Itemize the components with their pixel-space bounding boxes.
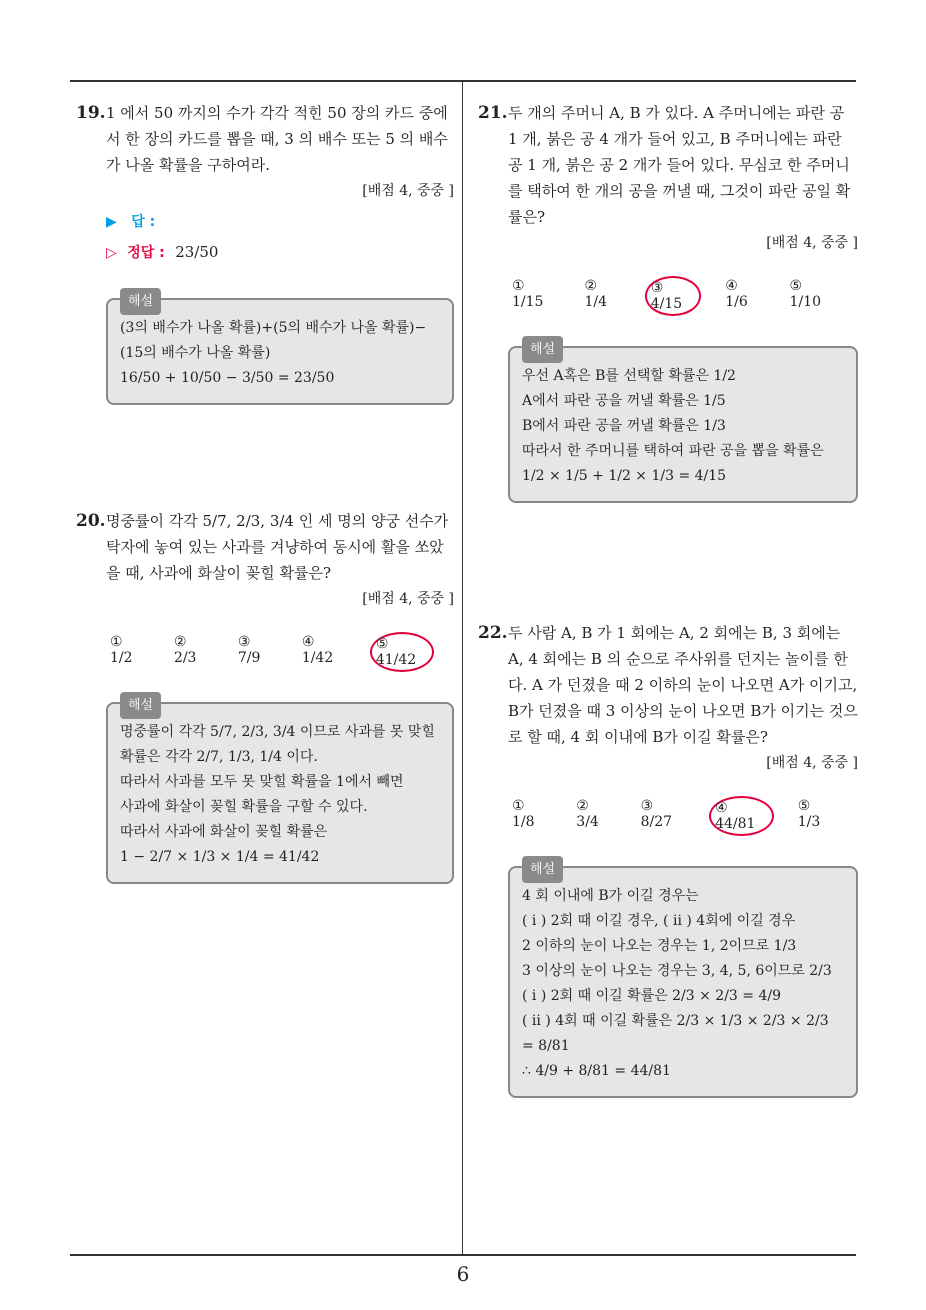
question-21 [478, 100, 858, 256]
question-number: 20. [76, 511, 106, 531]
question-number: 21. [478, 103, 508, 123]
solution-line: B에서 파란 공을 꺼낼 확률은 1/3 [522, 418, 726, 434]
score-meta: [배점 4, 중중 ] [362, 591, 454, 607]
answer-line [76, 210, 454, 234]
correct-label: 정답 : [127, 245, 165, 261]
choice-1[interactable]: ① 1/8 [512, 798, 535, 830]
solution-line: (15의 배수가 나올 확률) [120, 345, 271, 361]
question-text: 명중률이 각각 5/7, 2/3, 3/4 인 세 명의 양궁 선수가 탁자에 놓여 있는 사과를 겨냥하여 동시에 활을 쏘았을 때, 사과에 화살이 꽂힐 확률은? [106, 512, 449, 582]
solution-box-19 [106, 294, 454, 405]
score-meta: [배점 4, 중중 ] [766, 235, 858, 251]
choice-3-marked[interactable]: ③ 4/15 [645, 276, 701, 316]
problem-20 [76, 508, 454, 865]
choice-5-marked[interactable]: ⑤ 41/42 [370, 632, 434, 672]
question-text: 두 사람 A, B 가 1 회에는 A, 2 회에는 B, 3 회에는 A, 4 회에는 B 의 순으로 주사위를 던지는 놀이를 한다. A 가 던졌을 때 2 이하의 눈이 나오면 A가 이기고, B가 던졌을 때 3 이상의 눈이 나오면 B가 이기는 것으로 할 때, 4 회 이내에 B가 이길 확률은? [508, 624, 858, 746]
column-divider [462, 80, 463, 1256]
solution-line: 1 − 2/7 × 1/3 × 1/4 = 41/42 [120, 849, 320, 865]
page-number: 6 [456, 1262, 470, 1286]
bottom-rule [70, 1254, 856, 1256]
question-number: 19. [76, 103, 106, 123]
question-text: 두 개의 주머니 A, B 가 있다. A 주머니에는 파란 공 1 개, 붉은 공 4 개가 들어 있고, B 주머니에는 파란 공 1 개, 붉은 공 2 개가 들어 있다. 무심코 한 주머니를 택하여 한 개의 공을 꺼낼 때, 그것이 파란 공일 확률은? [508, 104, 851, 226]
choice-4[interactable]: ④ 1/6 [725, 278, 748, 310]
solution-line: ( i ) 2회 때 이길 경우, ( ii ) 4회에 이길 경우 [522, 913, 796, 929]
solution-line: ∴ 4/9 + 8/81 = 44/81 [522, 1063, 671, 1079]
choice-1[interactable]: ① 1/2 [110, 634, 133, 666]
solution-line: A에서 파란 공을 꺼낼 확률은 1/5 [522, 393, 726, 409]
choice-3[interactable]: ③ 8/27 [640, 798, 673, 830]
solution-line: 1/2 × 1/5 + 1/2 × 1/3 = 4/15 [522, 468, 727, 484]
play-triangle-icon: ▶ [106, 214, 117, 230]
choice-5[interactable]: ⑤ 1/3 [797, 798, 821, 830]
solution-line: (3의 배수가 나올 확률)+(5의 배수가 나올 확률)− [120, 320, 427, 336]
choice-list [478, 276, 858, 316]
choice-4[interactable]: ④ 1/42 [301, 634, 334, 666]
score-meta: [배점 4, 중중 ] [766, 755, 858, 771]
solution-tag: 해설 [120, 692, 161, 719]
choice-2[interactable]: ② 3/4 [576, 798, 599, 830]
solution-box-22 [508, 862, 858, 1098]
problem-21 [478, 100, 858, 484]
solution-box-21 [508, 342, 858, 503]
question-19 [76, 100, 454, 204]
choice-3[interactable]: ③ 7/9 [237, 634, 261, 666]
solution-line: 따라서 한 주머니를 택하여 파란 공을 뽑을 확률은 [522, 443, 824, 459]
solution-tag: 해설 [522, 336, 563, 363]
solution-line: 확률은 각각 2/7, 1/3, 1/4 이다. [120, 749, 318, 765]
correct-value: 23/50 [175, 243, 219, 261]
problem-22 [478, 620, 858, 1079]
solution-line: 우선 A혹은 B를 선택할 확률은 1/2 [522, 368, 736, 384]
solution-line: 따라서 사과에 화살이 꽂힐 확률은 [120, 824, 328, 840]
solution-line: ( i ) 2회 때 이길 확률은 2/3 × 2/3 = 4/9 [522, 988, 781, 1004]
solution-line: 16/50 + 10/50 − 3/50 = 23/50 [120, 370, 335, 386]
choice-list [478, 796, 858, 836]
choice-1[interactable]: ① 1/15 [512, 278, 544, 310]
solution-tag: 해설 [120, 288, 161, 315]
solution-line: 4 회 이내에 B가 이길 경우는 [522, 888, 699, 904]
outline-triangle-icon: ▷ [106, 245, 117, 261]
choice-2[interactable]: ② 2/3 [173, 634, 197, 666]
solution-line: 사과에 화살이 꽂힐 확률을 구할 수 있다. [120, 799, 368, 815]
solution-line: 3 이상의 눈이 나오는 경우는 3, 4, 5, 6이므로 2/3 [522, 963, 832, 979]
choice-4-marked[interactable]: ④ 44/81 [709, 796, 774, 836]
solution-line: 따라서 사과를 모두 못 맞힐 확률을 1에서 빼면 [120, 774, 404, 790]
solution-line: 2 이하의 눈이 나오는 경우는 1, 2이므로 1/3 [522, 938, 797, 954]
solution-tag: 해설 [522, 856, 563, 883]
answer-label: 답 : [131, 214, 156, 230]
choice-5[interactable]: ⑤ 1/10 [789, 278, 821, 310]
score-meta: [배점 4, 중중 ] [362, 183, 454, 199]
correct-answer-line [76, 240, 454, 265]
question-text: 1 에서 50 까지의 수가 각각 적힌 50 장의 카드 중에서 한 장의 카드를 뽑을 때, 3 의 배수 또는 5 의 배수가 나올 확률을 구하여라. [106, 104, 448, 174]
top-rule [70, 80, 856, 82]
question-number: 22. [478, 623, 508, 643]
problem-19 [76, 100, 454, 386]
solution-line: 명중률이 각각 5/7, 2/3, 3/4 이므로 사과를 못 맞힐 [120, 724, 435, 740]
solution-box-20 [106, 698, 454, 884]
choice-2[interactable]: ② 1/4 [584, 278, 607, 310]
question-20 [76, 508, 454, 612]
solution-line: ( ii ) 4회 때 이길 확률은 2/3 × 1/3 × 2/3 × 2/3 = 8/81 [522, 1013, 829, 1054]
question-22 [478, 620, 858, 776]
choice-list [76, 632, 454, 672]
